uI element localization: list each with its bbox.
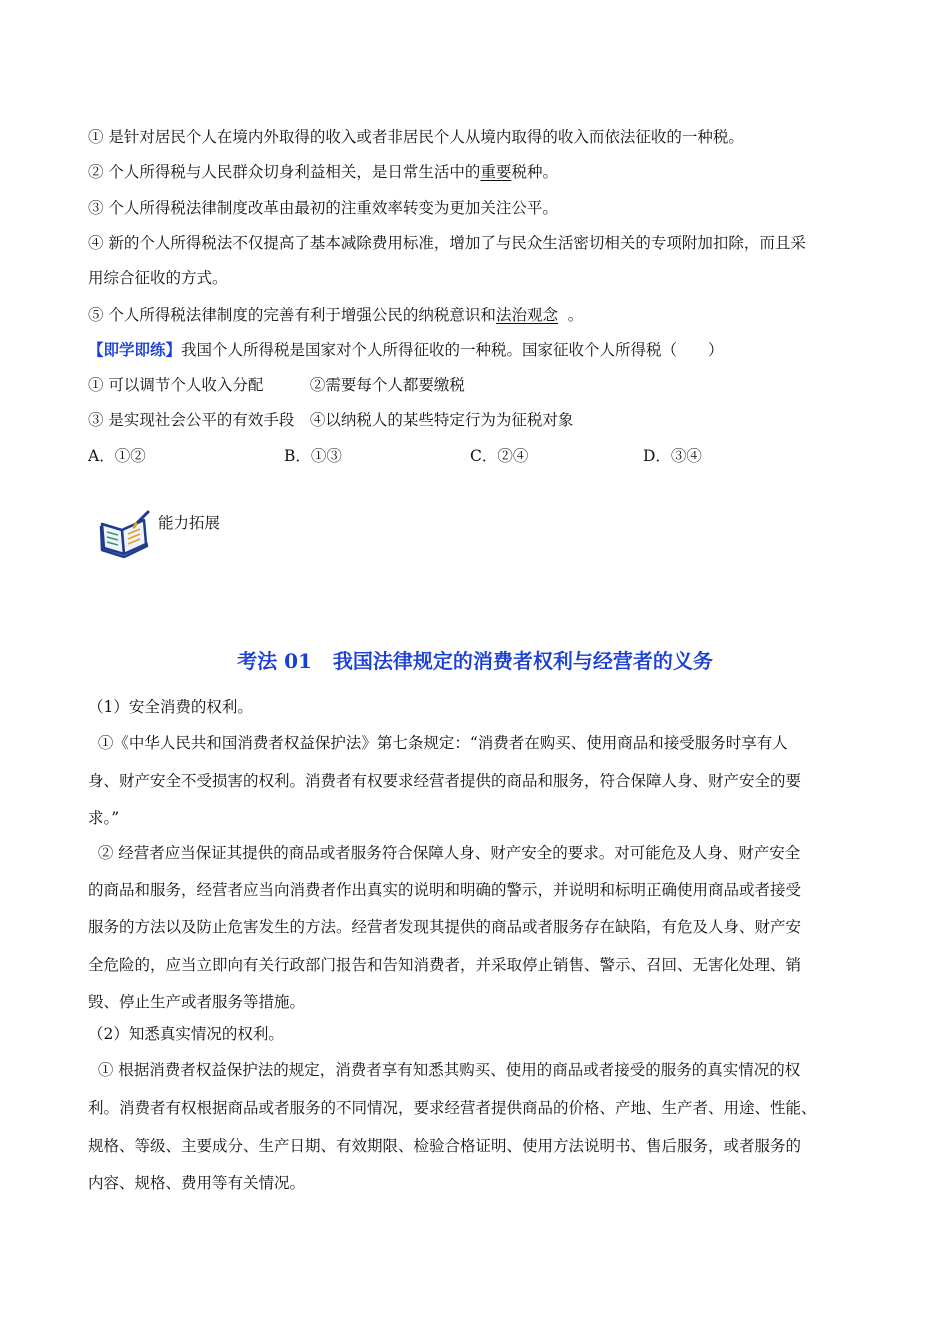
para-1-line-2: 身、财产安全不受损害的权利。消费者有权要求经营者提供的商品和服务，符合保障人身、财产安全的要 bbox=[88, 772, 802, 790]
point-4-line-1: ④ 新的个人所得税法不仅提高了基本减除费用标准，增加了与民众生活密切相关的专项附加扣除，而且采 bbox=[88, 234, 806, 252]
point-5-text-b: 。 bbox=[557, 306, 584, 324]
para-3-line-4: 内容、规格、费用等有关情况。 bbox=[88, 1174, 306, 1192]
subheading-1: （1）安全消费的权利。 bbox=[88, 698, 253, 716]
ability-heading: 能力拓展 bbox=[158, 514, 221, 532]
practice-items-3-4: ③ 是实现社会公平的有效手段 ④以纳税人的某些特定行为为征税对象 bbox=[88, 411, 574, 429]
practice-tag: 【即学即练】 bbox=[88, 340, 182, 359]
point-2 bbox=[88, 162, 868, 182]
point-1: ① 是针对居民个人在境内外取得的收入或者非居民个人从境内取得的收入而依法征收的一种税。 bbox=[88, 128, 744, 146]
para-2-line-3: 服务的方法以及防止危害发生的方法。经营者发现其提供的商品或者服务存在缺陷，有危及人身、财产安 bbox=[88, 918, 802, 936]
option-b: B．①③ bbox=[284, 447, 342, 465]
point-2-text-a: ② 个人所得税与人民群众切身利益相关，是日常生活中的 bbox=[88, 163, 481, 181]
para-1-line-3: 求。” bbox=[88, 809, 120, 827]
practice-question-text: 我国个人所得税是国家对个人所得征收的一种税。国家征收个人所得税（ ） bbox=[181, 341, 724, 359]
point-5 bbox=[88, 305, 868, 325]
point-5-underlined: 法治观念 bbox=[495, 306, 558, 324]
option-c: C．②④ bbox=[470, 447, 529, 465]
option-d: D．③④ bbox=[643, 447, 702, 465]
point-2-text-b: 税种。 bbox=[511, 163, 558, 181]
para-3-line-1: ① 根据消费者权益保护法的规定，消费者享有知悉其购买、使用的商品或者接受的服务的真实情况的权 bbox=[88, 1061, 801, 1079]
point-5-text-a: ⑤ 个人所得税法律制度的完善有利于增强公民的纳税意识和 bbox=[88, 306, 496, 324]
practice-question bbox=[88, 340, 868, 360]
para-3-line-3: 规格、等级、主要成分、生产日期、有效期限、检验合格证明、使用方法说明书、售后服务，或者服务的 bbox=[88, 1137, 802, 1155]
para-3-line-2: 利。消费者有权根据商品或者服务的不同情况，要求经营者提供商品的价格、产地、生产者、用途、性能、 bbox=[88, 1099, 817, 1117]
para-2-line-2: 的商品和服务，经营者应当向消费者作出真实的说明和明确的警示，并说明和标明正确使用商品或者接受 bbox=[88, 881, 802, 899]
open-book-icon bbox=[98, 510, 150, 558]
point-3: ③ 个人所得税法律制度改革由最初的注重效率转变为更加关注公平。 bbox=[88, 199, 558, 217]
point-2-underlined: 重要 bbox=[480, 163, 512, 181]
para-2-line-1: ② 经营者应当保证其提供的商品或者服务符合保障人身、财产安全的要求。对可能危及人身、财产安全 bbox=[88, 844, 801, 862]
point-4-line-2: 用综合征收的方式。 bbox=[88, 269, 228, 287]
practice-items-1-2: ① 可以调节个人收入分配 ②需要每个人都要缴税 bbox=[88, 376, 465, 394]
para-2-line-5: 毁、停止生产或者服务等措施。 bbox=[88, 993, 306, 1011]
option-a: A．①② bbox=[88, 447, 146, 465]
section-title: 考法 01 我国法律规定的消费者权利与经营者的义务 bbox=[237, 649, 713, 673]
para-1-line-1: ①《中华人民共和国消费者权益保护法》第七条规定：“消费者在购买、使用商品和接受服务时享有人 bbox=[88, 734, 788, 752]
subheading-2: （2）知悉真实情况的权利。 bbox=[88, 1025, 284, 1043]
para-2-line-4: 全危险的，应当立即向有关行政部门报告和告知消费者，并采取停止销售、警示、召回、无害化处理、销 bbox=[88, 956, 802, 974]
